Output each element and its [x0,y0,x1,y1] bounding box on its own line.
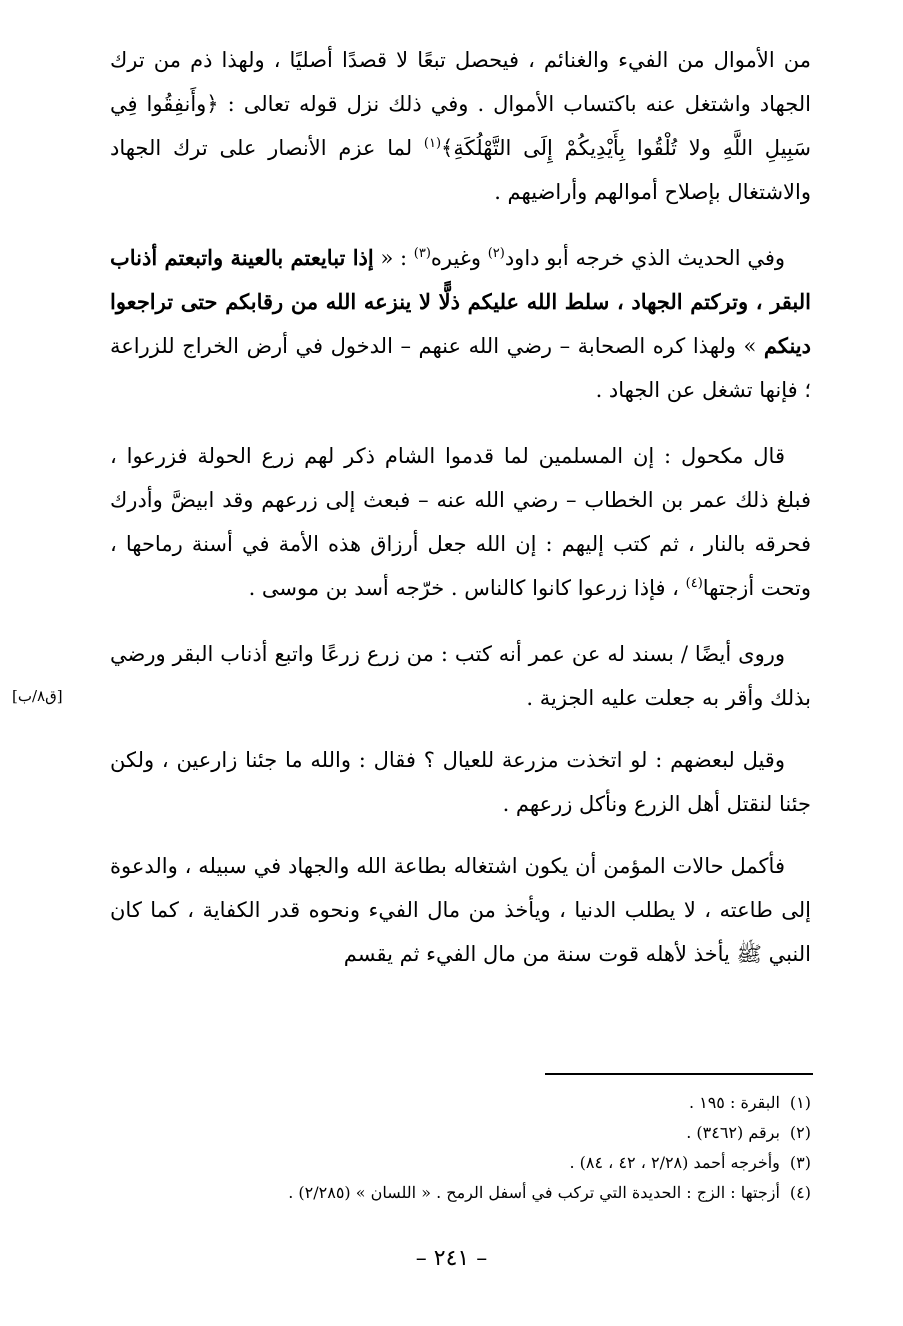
text-segment: وفي الحديث الذي خرجه أبو داود [504,246,786,270]
paragraph-3 [110,434,811,610]
footnote-number: (٣) [789,1153,811,1172]
text-segment: » ولهذا كره الصحابة – رضي الله عنهم – الدخول في أرض الخراج للزراعة ؛ فإنها تشغل عن الجهاد . [110,334,811,402]
paragraph-4 [110,632,811,720]
footnote-divider [545,1073,813,1075]
page-number: – ٢٤١ – [415,1246,488,1271]
footnote-text: أزجتها : الزج : الحديدة التي تركب في أسفل الرمح . « اللسان » (٢/٢٨٥) . [288,1183,780,1202]
footnote-text: وأخرجه أحمد (٢/٢٨ ، ٤٢ ، ٨٤) . [569,1153,780,1172]
manuscript-folio-marker: [ق٨/ب] [12,687,63,705]
text-segment: وروى أيضًا / بسند له عن عمر أنه كتب : من زرع زرعًا واتبع أذناب البقر ورضي بذلك وأقر به جعلت عليه الجزية . [110,642,811,710]
footnote-number: (٤) [789,1183,811,1202]
text-segment: فأكمل حالات المؤمن أن يكون اشتغاله بطاعة الله والجهاد في سبيله ، والدعوة إلى طاعته ، لا يطلب الدنيا ، ويأخذ من مال الفيء ونحوه قدر الكفاية ، كما كان النبي ﷺ يأخذ لأهله قوت سنة من مال الفيء ثم يقسم [110,854,811,966]
footnote-number: (٢) [789,1123,811,1142]
paragraph-6 [110,844,811,976]
footnote-text: البقرة : ١٩٥ . [688,1093,780,1112]
main-text [110,38,811,998]
footnote-number: (١) [789,1093,811,1112]
footnote-ref-1: (١) [423,136,442,151]
text-segment: ، فإذا زرعوا كانوا كالناس . خرّجه أسد بن موسى . [248,576,686,600]
footnote-3 [200,1148,811,1178]
paragraph-1 [110,38,811,214]
text-segment: قال مكحول : إن المسلمين لما قدموا الشام ذكر لهم زرع الحولة فزرعوا ، فبلغ ذلك عمر بن الخطاب – رضي الله عنه – فبعث إلى زرعهم وقد ابيضَّ وأدرك فحرقه بالنار ، ثم كتب إليهم : إن الله جعل أرزاق هذه الأمة في أسنة رماحها ، وتحت أزجتها [110,444,811,600]
paragraph-2 [110,236,811,412]
text-segment: : « [373,246,414,270]
footnote-4 [200,1178,811,1208]
footnote-1 [200,1088,811,1118]
footnote-text: برقم (٣٤٦٢) . [686,1123,780,1142]
footnote-ref-3: (٣) [413,246,431,261]
footnote-ref-2: (٢) [487,246,505,261]
text-segment: وقيل لبعضهم : لو اتخذت مزرعة للعيال ؟ فقال : والله ما جئنا زارعين ، ولكن جئنا لنقتل أهل الزرع ونأكل زرعهم . [110,748,811,816]
footnote-ref-4: (٤) [685,576,703,591]
text-segment: وغيره [430,246,488,270]
footnotes [200,1088,811,1208]
footnote-2 [200,1118,811,1148]
text-segment: لما عزم الأنصار على ترك الجهاد والاشتغال بإصلاح أموالهم وأراضيهم . [110,136,811,204]
text-segment: من الأموال من الفيء والغنائم ، فيحصل تبعًا لا قصدًا أصليًا ، ولهذا ذم من ترك الجهاد واشتغل عنه باكتساب الأموال . وفي ذلك نزل قوله تعالى : ﴿وأَنفِقُوا فِي سَبِيلِ اللَّهِ ولا تُلْقُوا بِأَيْدِيكُمْ إِلَى التَّهْلُكَةِ﴾ [110,48,811,160]
paragraph-5 [110,738,811,826]
hadith-text: إذا تبايعتم بالعينة واتبعتم أذناب البقر ، وتركتم الجهاد ، سلط الله عليكم ذلًّا لا ينزعه الله من رقابكم حتى تراجعوا دينكم [110,245,811,358]
